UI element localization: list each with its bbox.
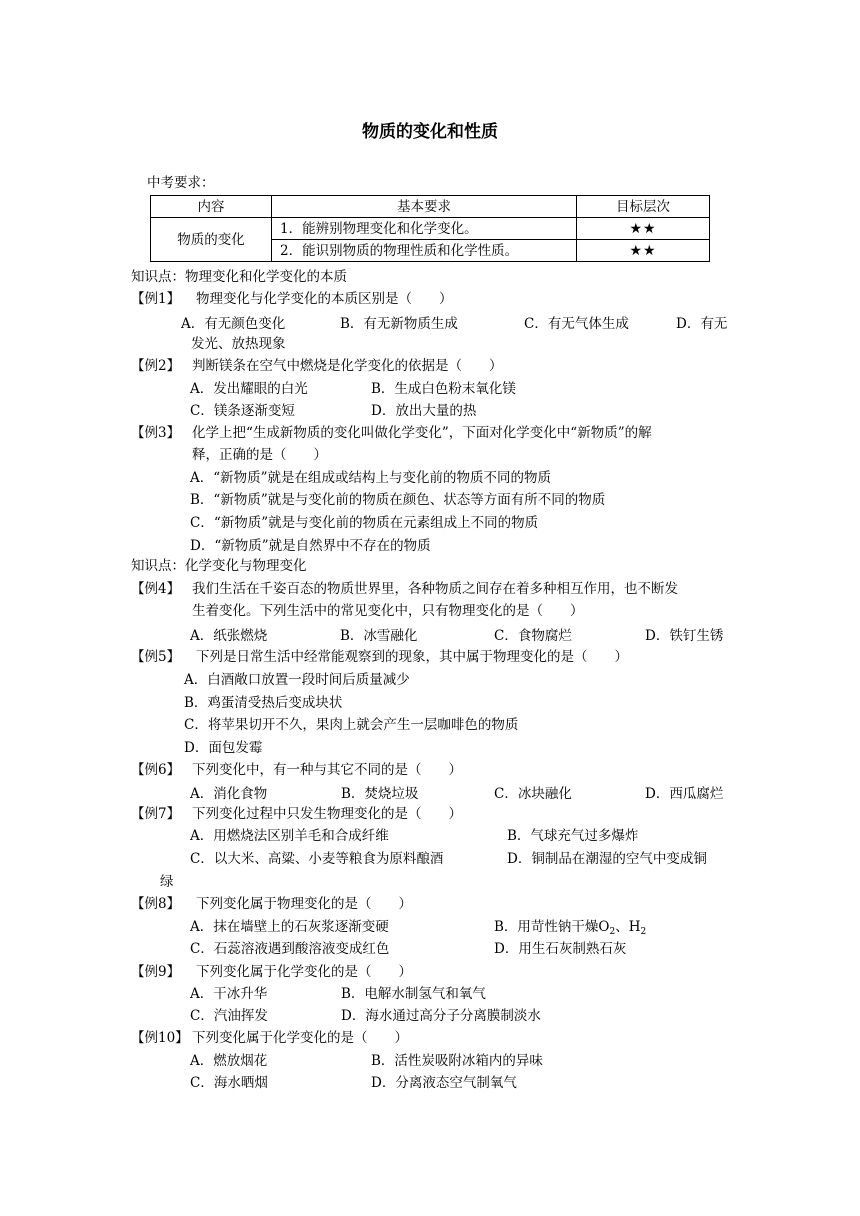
option-d: D．放出大量的热: [371, 403, 477, 419]
example-stem: 判断镁条在空气中燃烧是化学变化的依据是（ ）: [192, 358, 503, 374]
example-stem: 下列变化属于化学变化的是（ ）: [196, 964, 412, 980]
option-d: D．铁钉生锈: [645, 628, 724, 644]
option-b: B．电解水制氢气和氧气: [341, 986, 486, 1002]
table-header-row: [151, 196, 710, 218]
section-heading: 知识点：化学变化与物理变化: [131, 558, 307, 574]
example-stem-continued: 释，正确的是（ ）: [192, 447, 327, 463]
table-cell-requirement: 2．能识别物质的物理性质和化学性质。: [272, 240, 577, 262]
option-b: B．用苛性钠干燥$O_2$、$H_2$: [494, 919, 647, 937]
option-a: A．发出耀眼的白光: [190, 381, 308, 397]
table-header: 基本要求: [272, 196, 577, 218]
example-label: 【例5】: [131, 649, 181, 665]
option-d: D．有无: [676, 316, 728, 332]
option-a: A．纸张燃烧: [190, 628, 268, 644]
option-d-continued: 发光、放热现象: [191, 336, 286, 352]
example-stem: 下列是日常生活中经常能观察到的现象，其中属于物理变化的是（ ）: [196, 649, 628, 665]
section-heading: 知识点：物理变化和化学变化的本质: [131, 269, 347, 285]
option-a: A．有无颜色变化: [181, 316, 286, 332]
option-d: D．分离液态空气制氧气: [371, 1075, 517, 1091]
table-row: [151, 218, 710, 240]
page-title: 物质的变化和性质: [362, 122, 498, 142]
option-d: D．面包发霉: [184, 740, 263, 756]
option-b: B．有无新物质生成: [340, 316, 458, 332]
option-a: A．“新物质”就是在组成或结构上与变化前的物质不同的物质: [190, 470, 552, 486]
option-c: C．冰块融化: [494, 786, 572, 802]
example-label: 【例4】: [131, 581, 181, 597]
option-c: C．食物腐烂: [494, 628, 572, 644]
example-label: 【例8】: [131, 896, 181, 912]
example-stem: 化学上把“生成新物质的变化叫做化学变化”，下面对化学变化中“新物质”的解: [192, 425, 652, 441]
option-a: A．消化食物: [190, 786, 268, 802]
option-d: D．西瓜腐烂: [645, 786, 724, 802]
option-d: D．铜制品在潮湿的空气中变成铜: [507, 851, 707, 867]
option-c: C．镁条逐渐变短: [190, 403, 295, 419]
example-stem: 下列变化属于物理变化的是（ ）: [196, 896, 412, 912]
example-label: 【例6】: [131, 762, 181, 778]
table-cell-content: 物质的变化: [151, 218, 272, 262]
table-header: 目标层次: [577, 196, 710, 218]
option-c: C．“新物质”就是与变化前的物质在元素组成上不同的物质: [190, 515, 539, 531]
table-header: 内容: [151, 196, 272, 218]
example-label: 【例9】: [131, 964, 181, 980]
option-d: D．用生石灰制熟石灰: [494, 941, 627, 957]
option-c: C．以大米、高粱、小麦等粮食为原料酿酒: [190, 851, 444, 867]
option-b: B．生成白色粉末氧化镁: [371, 381, 516, 397]
example-stem: 我们生活在千姿百态的物质世界里，各种物质之间存在着多种相互作用，也不断发: [192, 581, 678, 597]
example-label: 【例3】: [131, 425, 181, 441]
option-c: C．将苹果切开不久，果肉上就会产生一层咖啡色的物质: [184, 717, 519, 733]
option-c: C．汽油挥发: [190, 1008, 268, 1024]
option-b: B．“新物质”就是与变化前的物质在颜色、状态等方面有所不同的物质: [190, 492, 606, 508]
option-b: B．鸡蛋清受热后变成块状: [184, 695, 343, 711]
option-c: C．石蕊溶液遇到酸溶液变成红色: [190, 941, 390, 957]
option-a: A．干冰升华: [190, 986, 268, 1002]
option-d: D．海水通过高分子分离膜制淡水: [341, 1008, 541, 1024]
example-stem: 下列变化过程中只发生物理变化的是（ ）: [192, 806, 462, 822]
table-cell-level: ★★: [577, 240, 710, 262]
example-stem: 物理变化与化学变化的本质区别是（ ）: [196, 291, 453, 307]
option-a: A．抹在墙壁上的石灰浆逐渐变硬: [190, 919, 389, 935]
option-b: B．活性炭吸附冰箱内的异味: [371, 1053, 543, 1069]
example-label: 【例1】: [131, 291, 181, 307]
example-label: 【例7】: [131, 806, 181, 822]
example-label: 【例2】: [131, 358, 181, 374]
option-a: A．白酒敞口放置一段时间后质量减少: [184, 672, 410, 688]
requirements-label: 中考要求：: [147, 175, 215, 191]
example-stem: 下列变化属于化学变化的是（ ）: [192, 1030, 408, 1046]
option-a: A．燃放烟花: [190, 1053, 268, 1069]
requirements-table: [150, 195, 710, 262]
option-b: B．冰雪融化: [340, 628, 418, 644]
example-label: 【例10】: [131, 1030, 189, 1046]
table-cell-level: ★★: [577, 218, 710, 240]
option-a: A．用燃烧法区别羊毛和合成纤维: [190, 828, 389, 844]
option-c: C．海水晒烟: [190, 1075, 268, 1091]
option-d-continued: 绿: [160, 874, 174, 890]
option-b: B．气球充气过多爆炸: [507, 828, 639, 844]
option-c: C．有无气体生成: [524, 316, 629, 332]
option-d: D．“新物质”就是自然界中不存在的物质: [190, 538, 431, 554]
example-stem-continued: 生着变化。下列生活中的常见变化中，只有物理变化的是（ ）: [192, 603, 584, 619]
example-stem: 下列变化中，有一种与其它不同的是（ ）: [192, 762, 462, 778]
table-cell-requirement: 1．能辨别物理变化和化学变化。: [272, 218, 577, 240]
option-b: B．焚烧垃圾: [341, 786, 419, 802]
